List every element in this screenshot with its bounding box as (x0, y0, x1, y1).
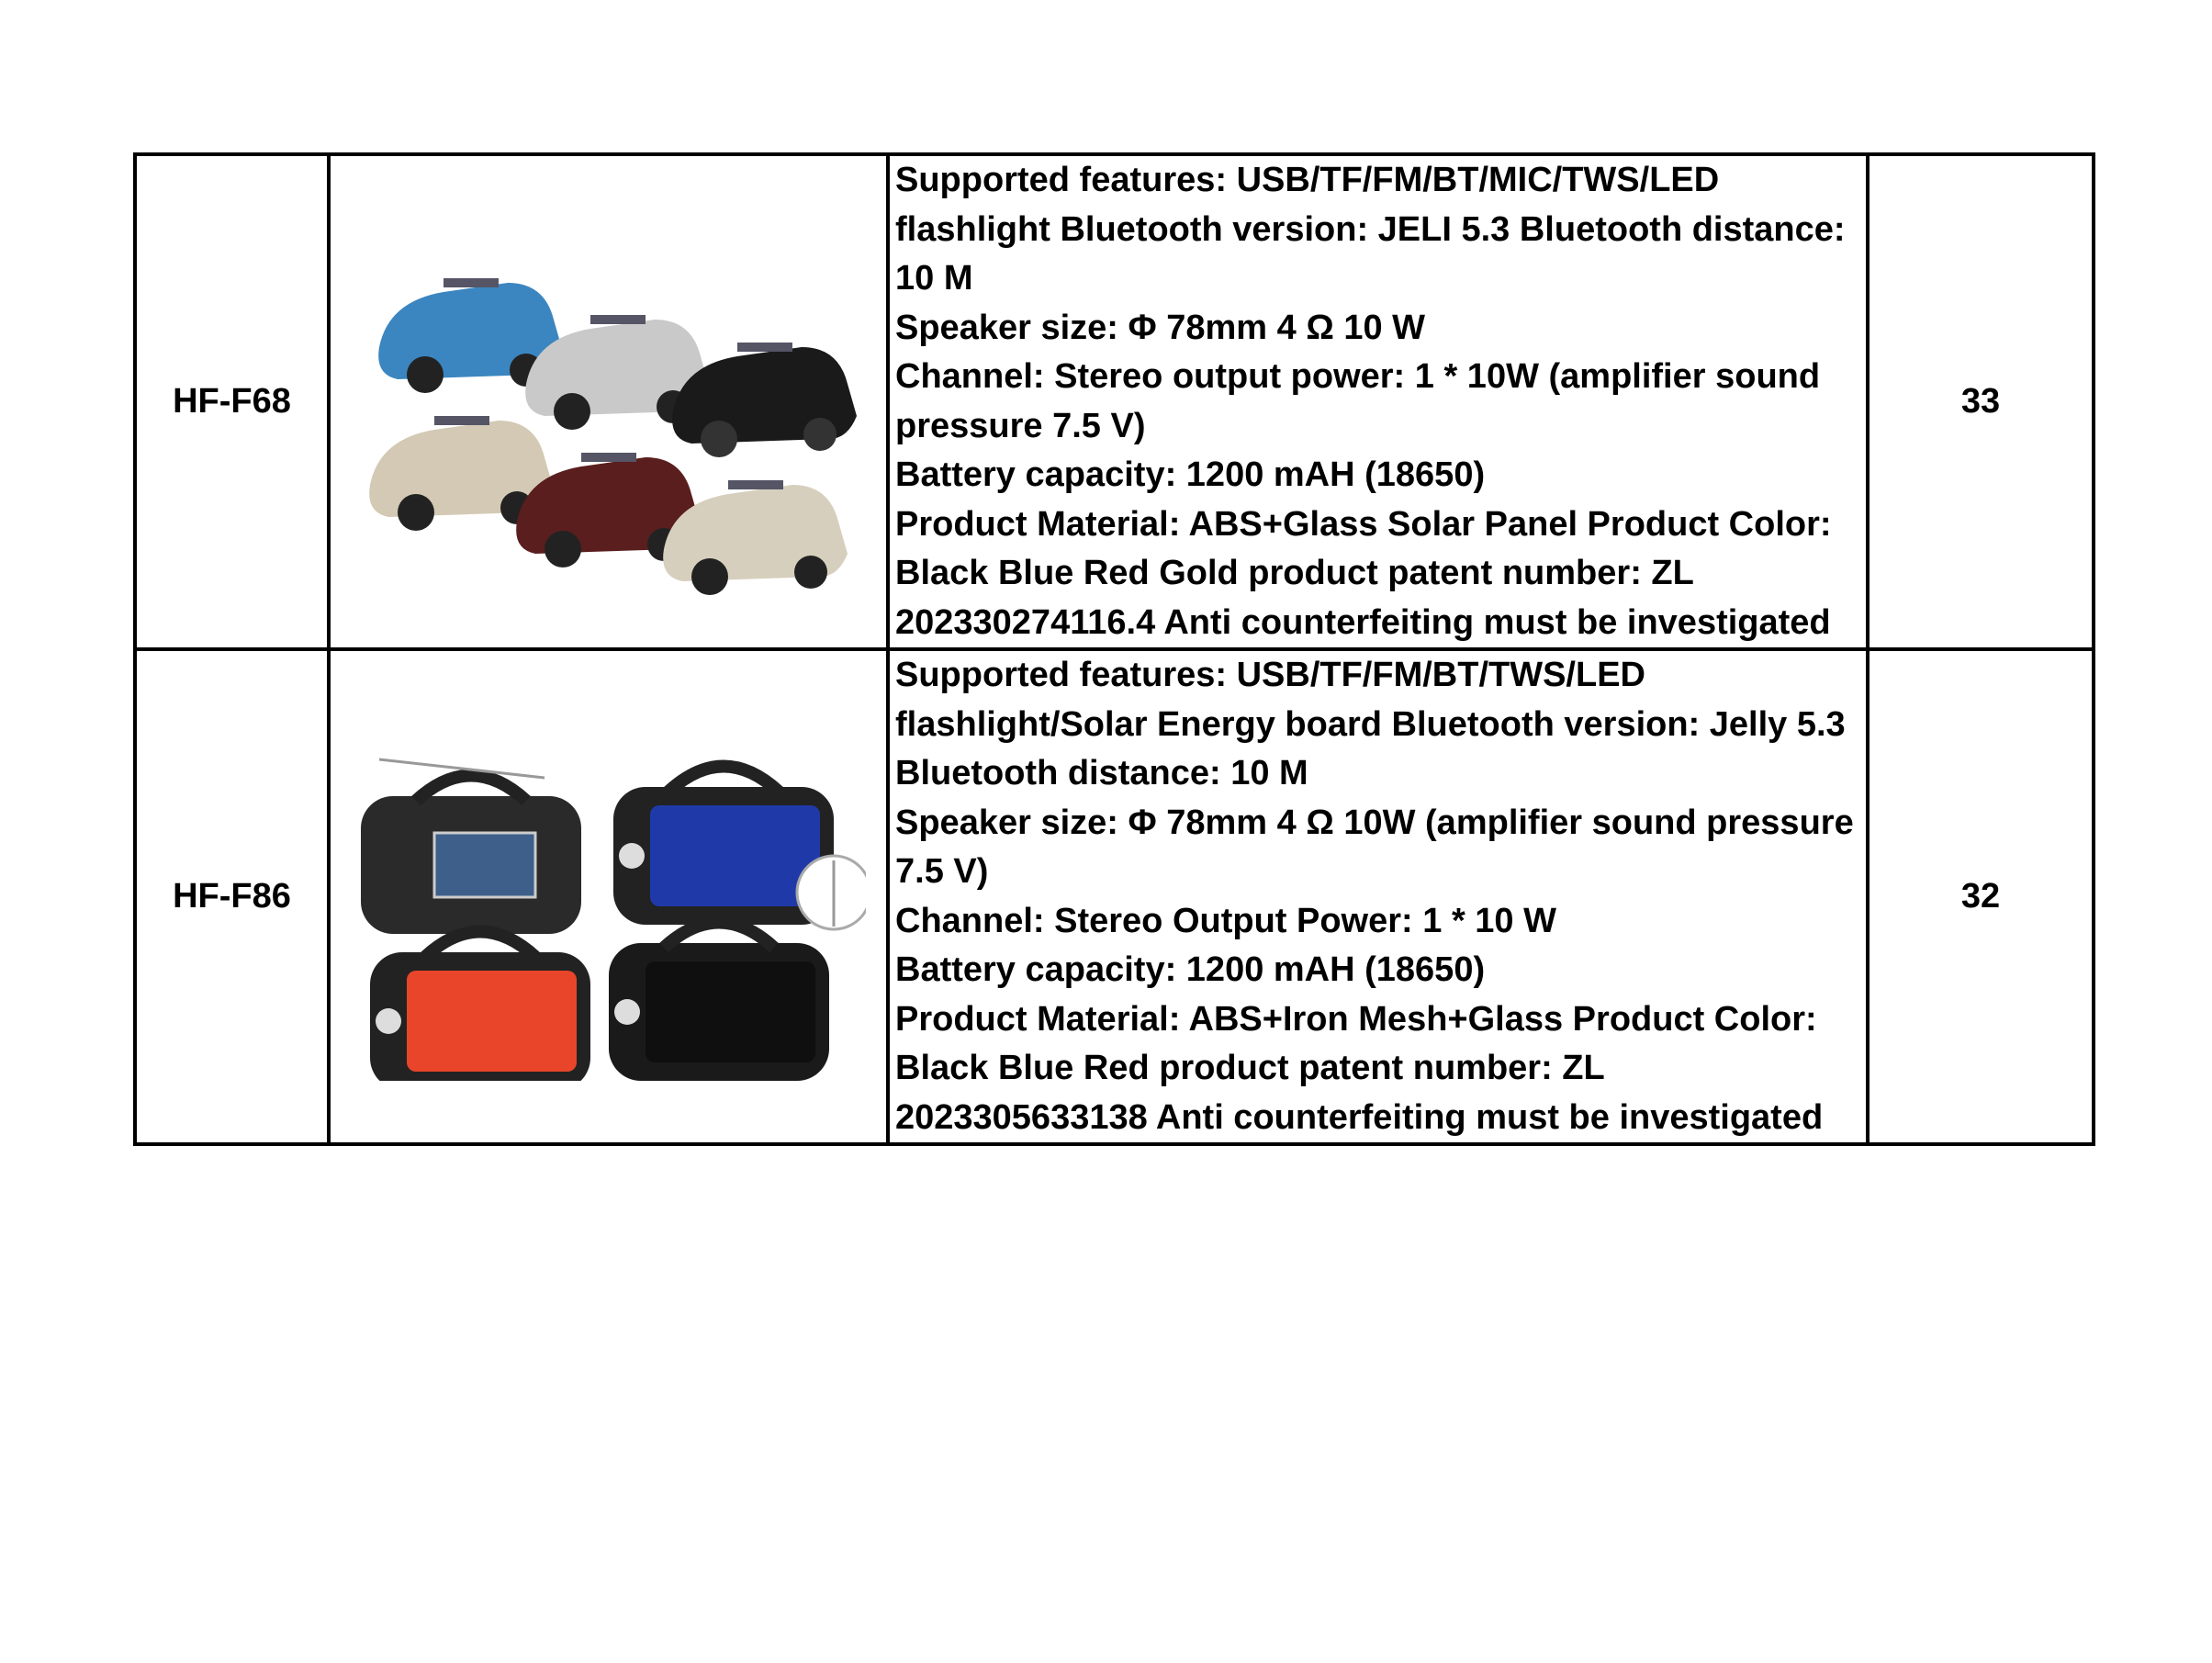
description-line: Supported features: USB/TF/FM/BT/TWS/LED flashlight/Solar Energy board Bluetooth version: Jelly 5.3 Bluetooth distance: 10 M (895, 656, 1846, 792)
product-image-cell (329, 154, 888, 649)
description-line: Battery capacity: 1200 mAH (18650) (895, 455, 1486, 494)
description-cell (888, 649, 1868, 1144)
model-cell: HF-F68 (135, 154, 329, 649)
description-cell (888, 154, 1868, 649)
table-row (135, 649, 2094, 1144)
product-image-cell (329, 649, 888, 1144)
model-cell: HF-F86 (135, 649, 329, 1144)
portable-speakers-image (352, 714, 866, 1081)
description-line: Speaker size: Φ 78mm 4 Ω 10 W (895, 308, 1426, 347)
description-line: Supported features: USB/TF/FM/BT/MIC/TWS/LED flashlight Bluetooth version: JELI 5.3 Bluetooth distance: 10 M (895, 161, 1846, 298)
quantity-cell: 33 (1868, 154, 2094, 649)
description-line: Speaker size: Φ 78mm 4 Ω 10W (amplifier sound pressure 7.5 V) (895, 803, 1854, 891)
description-line: Product Material: ABS+Glass Solar Panel Product Color: Black Blue Red Gold product patent number: ZL 202330274116.4 Anti counterfeiting must be investigated (895, 504, 1832, 642)
description-line: Channel: Stereo output power: 1 * 10W (amplifier sound pressure 7.5 V) (895, 357, 1821, 445)
product-table (133, 152, 2095, 1146)
table-row (135, 154, 2094, 649)
description-line: Battery capacity: 1200 mAH (18650) (895, 950, 1486, 989)
description-line: Product Material: ABS+Iron Mesh+Glass Product Color: Black Blue Red product patent number: ZL 2023305633138 Anti counterfeiting must be investigated (895, 999, 1824, 1137)
description-line: Channel: Stereo Output Power: 1 * 10 W (895, 901, 1556, 940)
quantity-cell: 32 (1868, 649, 2094, 1144)
toy-car-speakers-image (352, 209, 866, 595)
